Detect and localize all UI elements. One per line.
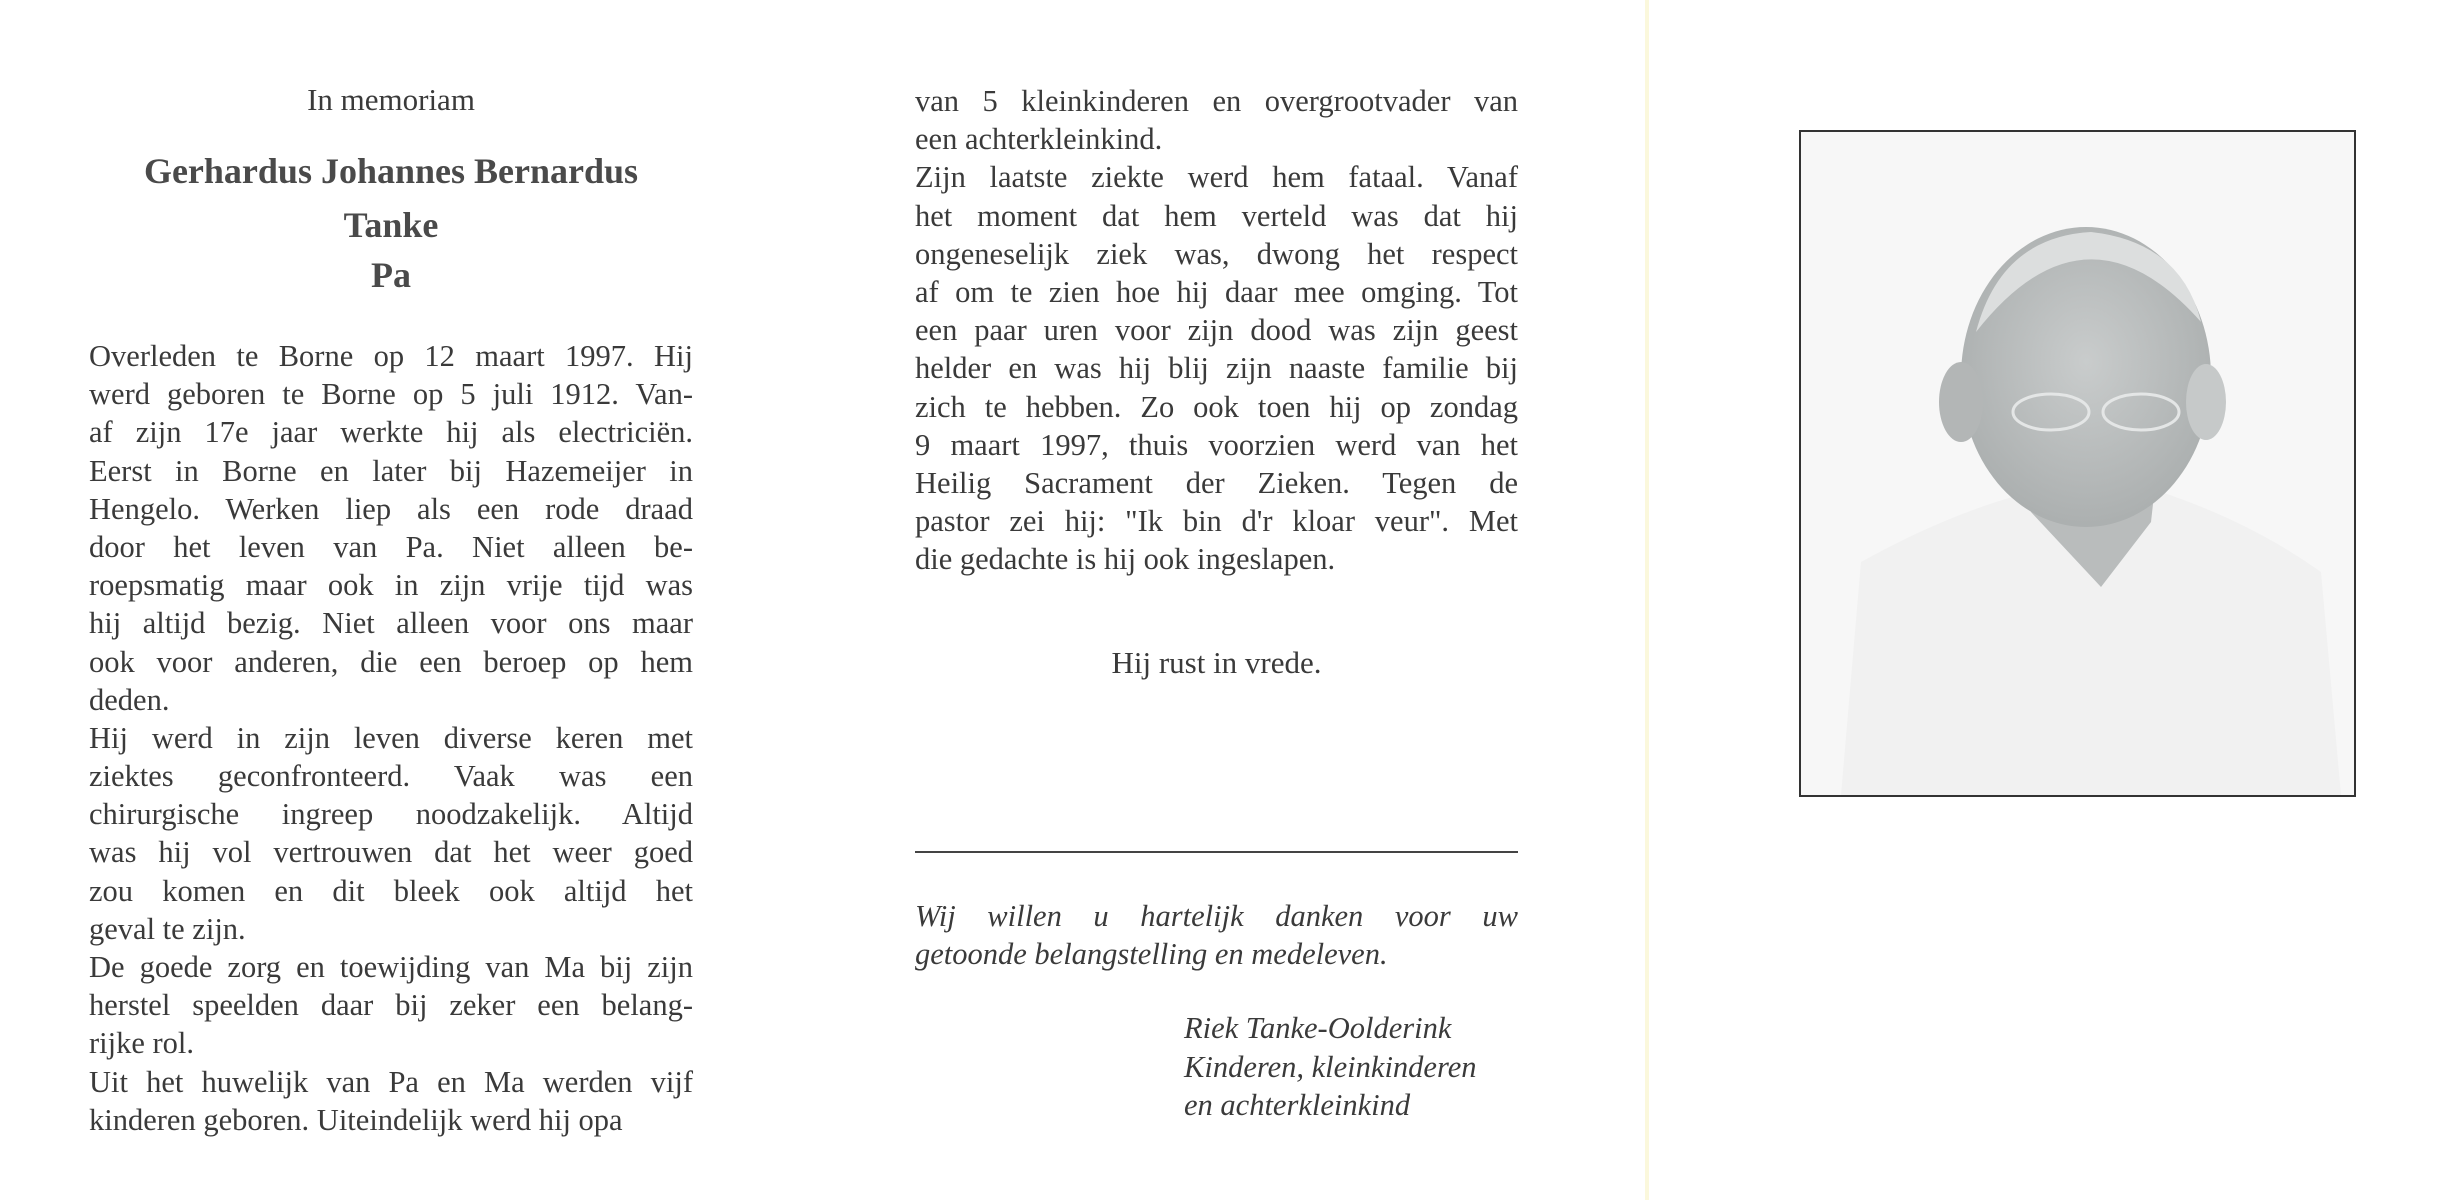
text-line: Hengelo. Werken liep als een rode draad <box>89 491 693 526</box>
text-line: van 5 kleinkinderen en overgrootvader van <box>915 84 1518 118</box>
text-line: door het leven van Pa. Niet alleen be- <box>89 529 693 564</box>
left-column-text <box>89 337 693 1139</box>
text-line: hij altijd bezig. Niet alleen voor ons maar <box>89 606 693 641</box>
text-line: Heilig Sacrament der Zieken. Tegen de <box>915 465 1518 500</box>
text-line: Hij werd in zijn leven diverse keren met <box>89 720 693 755</box>
text-line: een achterkleinkind. <box>915 122 1163 157</box>
text-line: Zijn laatste ziekte werd hem fataal. Vanaf <box>915 160 1518 195</box>
signature-line: Riek Tanke-Oolderink <box>1184 1011 1452 1045</box>
rest-in-peace: Hij rust in vrede. <box>1111 645 1322 680</box>
thanks-line: Wij willen u hartelijk danken voor uw <box>915 899 1518 933</box>
text-line: af om te zien hoe hij daar mee omging. Tot <box>915 274 1518 309</box>
text-line: zich te hebben. Zo ook toen hij op zondag <box>915 389 1518 424</box>
text-line: kinderen geboren. Uiteindelijk werd hij opa <box>89 1102 623 1137</box>
text-line: het moment dat hem verteld was dat hij <box>915 198 1518 233</box>
text-line: geval te zijn. <box>89 911 246 946</box>
thanks-text <box>915 897 1518 973</box>
text-line: helder en was hij blij zijn naaste familie bij <box>915 351 1518 386</box>
card-fold <box>1645 0 1649 1200</box>
signature <box>1184 1009 1476 1125</box>
text-line: een paar uren voor zijn dood was zijn geest <box>915 313 1518 348</box>
text-line: Uit het huwelijk van Pa en Ma werden vijf <box>89 1064 693 1099</box>
text-line: Overleden te Borne op 12 maart 1997. Hij <box>89 339 693 373</box>
thanks-line: getoonde belangstelling en medeleven. <box>915 937 1388 971</box>
text-line: ziektes geconfronteerd. Vaak was een <box>89 759 693 794</box>
signature-line: Kinderen, kleinkinderen <box>1184 1049 1477 1084</box>
heading: In memoriam <box>307 82 475 117</box>
name-line-3: Pa <box>371 255 411 295</box>
text-line: ongeneselijk ziek was, dwong het respect <box>915 236 1518 271</box>
text-line: De goede zorg en toewijding van Ma bij zijn <box>89 950 693 984</box>
text-line: 9 maart 1997, thuis voorzien werd van het <box>915 427 1518 462</box>
name-line-2: Tanke <box>343 205 439 245</box>
right-column-text <box>915 82 1518 578</box>
text-line: zou komen en dit bleek ook altijd het <box>89 873 693 908</box>
text-line: ook voor anderen, die een beroep op hem <box>89 644 693 679</box>
name-line-1: Gerhardus Johannes Bernardus <box>143 151 639 191</box>
text-line: die gedachte is hij ook ingeslapen. <box>915 542 1336 577</box>
text-line: herstel speelden daar bij zeker een belang- <box>89 988 693 1023</box>
text-line: roepsmatig maar ook in zijn vrije tijd was <box>89 568 693 603</box>
portrait-photo <box>1799 130 2356 797</box>
text-line: Eerst in Borne en later bij Hazemeijer in <box>89 453 693 488</box>
text-line: werd geboren te Borne op 5 juli 1912. Van- <box>89 377 693 412</box>
text-line: chirurgische ingreep noodzakelijk. Altijd <box>89 797 693 832</box>
text-line: was hij vol vertrouwen dat het weer goed <box>89 835 693 870</box>
text-line: deden. <box>89 682 170 717</box>
text-line: pastor zei hij: "Ik bin d'r kloar veur". Met <box>915 504 1518 539</box>
text-line: rijke rol. <box>89 1026 195 1061</box>
signature-line: en achterkleinkind <box>1184 1088 1411 1122</box>
text-line: af zijn 17e jaar werkte hij als electriciën. <box>89 415 693 450</box>
divider <box>915 851 1518 853</box>
